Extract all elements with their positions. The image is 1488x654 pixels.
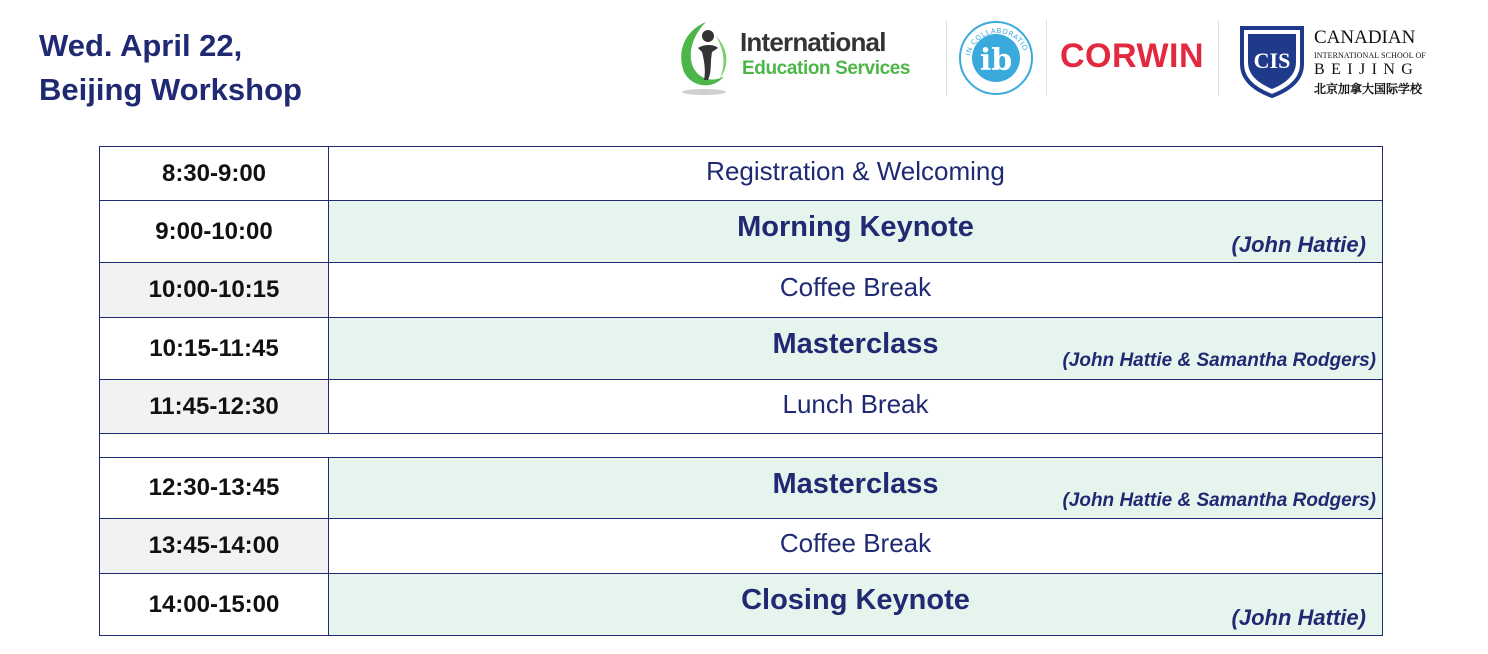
schedule-row [100,380,1383,434]
cis-line-1: CANADIAN [1314,27,1416,48]
schedule-spacer-row [100,434,1383,458]
event-title: Morning Keynote [737,211,974,243]
event-cell [329,318,1383,380]
event-title: Lunch Break [782,389,929,419]
event-cell [329,458,1383,519]
event-speaker: (John Hattie & Samantha Rodgers) [1062,490,1376,511]
time-cell: 13:45-14:00 [100,519,329,574]
event-cell [329,519,1383,574]
cis-line-3: BEIJING [1314,61,1420,78]
corwin-wordmark: CORWIN [1060,37,1205,75]
ib-mark: ib [979,43,1013,78]
event-cell [329,263,1383,318]
event-cell [329,574,1383,636]
title-event: Beijing Workshop [39,72,302,107]
ib-ring-text: IN COLLABORATIO [964,27,1030,57]
time-cell: 9:00-10:00 [100,201,329,263]
ies-name: International [740,27,886,57]
title-date: Wed. April 22, [39,28,243,63]
schedule-row [100,147,1383,201]
time-cell: 10:00-10:15 [100,263,329,318]
schedule-row [100,458,1383,519]
ies-logo [670,14,938,98]
event-title: Coffee Break [779,272,932,302]
schedule-row [100,201,1383,263]
cis-badge: CIS [1253,48,1291,73]
event-speaker: (John Hattie) [1231,232,1366,257]
event-cell [329,201,1383,263]
cis-line-2: INTERNATIONAL SCHOOL OF [1314,51,1426,60]
cis-line-4: 北京加拿大国际学校 [1314,82,1423,96]
time-cell: 8:30-9:00 [100,147,329,201]
schedule-row [100,574,1383,636]
time-cell: 14:00-15:00 [100,574,329,636]
event-title: Masterclass [772,468,939,500]
schedule-row [100,318,1383,380]
ib-icon [958,14,1036,98]
logo-divider [1218,20,1219,96]
event-speaker: (John Hattie) [1231,605,1366,630]
spacer-cell [100,434,1383,458]
time-cell: 10:15-11:45 [100,318,329,380]
corwin-logo [1056,14,1208,98]
event-title: Registration & Welcoming [706,156,1005,186]
event-speaker: (John Hattie & Samantha Rodgers) [1062,350,1376,371]
event-cell [329,380,1383,434]
schedule-table [99,146,1383,636]
cis-shield-icon [1236,14,1308,98]
schedule-row [100,263,1383,318]
ies-subname: Education Services [742,58,911,79]
event-cell [329,147,1383,201]
sponsor-logos [670,14,1450,98]
page-title [39,24,302,112]
leaf-person-icon [672,14,736,98]
event-title: Masterclass [772,328,939,360]
event-title: Coffee Break [779,528,932,558]
logo-divider [1046,20,1047,96]
schedule-row [100,519,1383,574]
cis-logo [1236,14,1450,98]
event-title: Closing Keynote [741,584,970,616]
logo-divider [946,20,947,96]
time-cell: 11:45-12:30 [100,380,329,434]
ib-logo [958,14,1036,98]
time-cell: 12:30-13:45 [100,458,329,519]
